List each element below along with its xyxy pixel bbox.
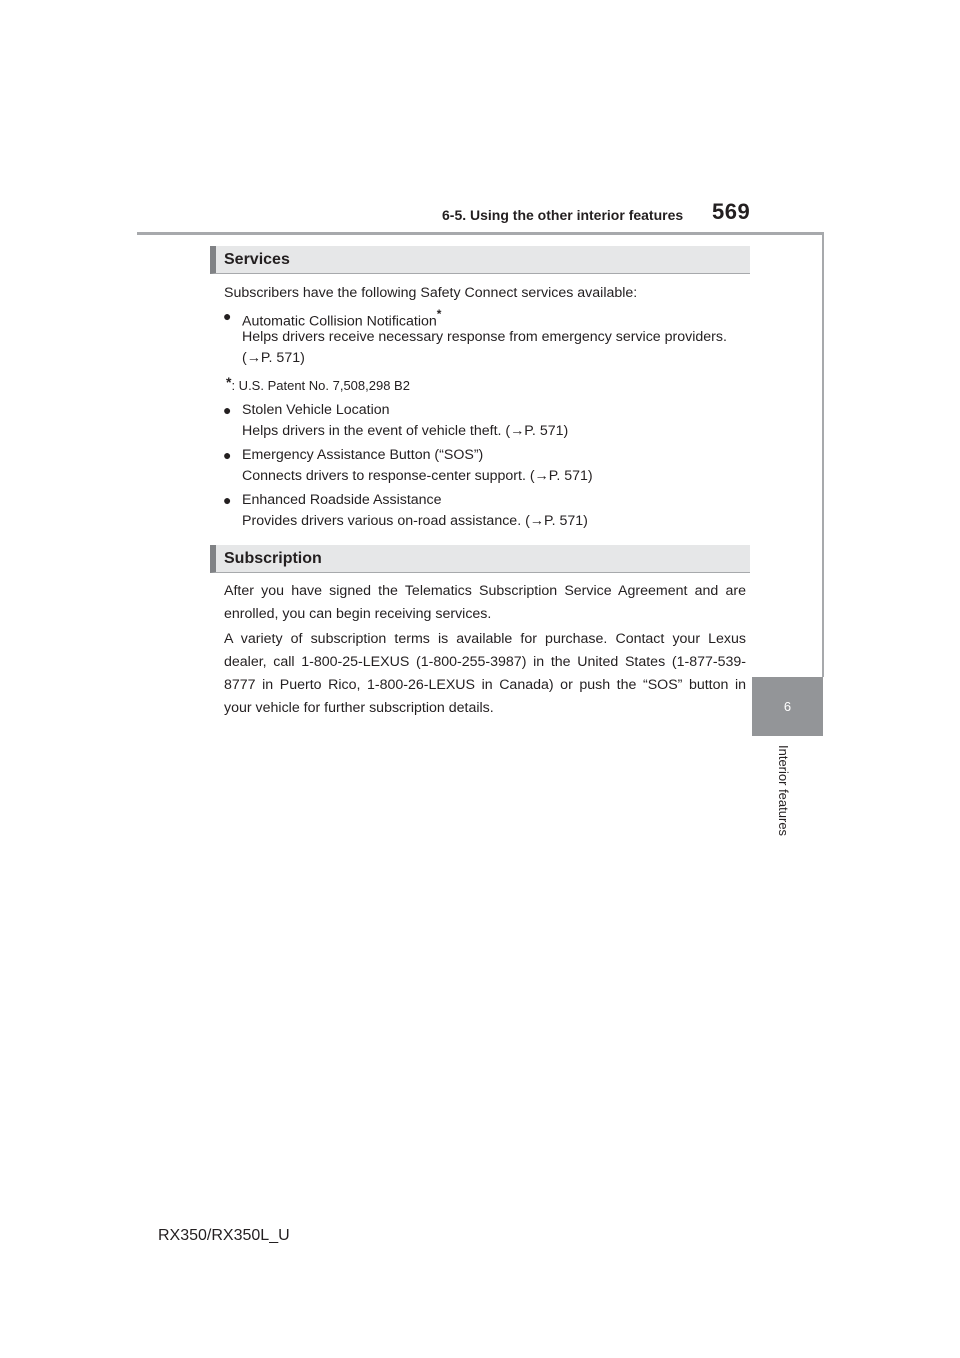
service-item-desc: Connects drivers to response-center support. (→P. 571) [242, 468, 593, 484]
service-item-desc: Helps drivers receive necessary response from emergency service providers. [242, 329, 727, 345]
services-heading [210, 246, 750, 274]
services-heading-text: Services [224, 250, 290, 268]
chapter-title: Interior features [776, 745, 791, 837]
service-item-desc: Provides drivers various on-road assistance. (→P. 571) [242, 513, 588, 529]
service-item-desc-cont: (→P. 571) [242, 350, 305, 366]
bullet-icon: ● [223, 402, 232, 418]
bullet-icon: ● [223, 492, 232, 508]
running-header-title: 6-5. Using the other interior features [442, 207, 684, 223]
side-divider [822, 232, 824, 677]
model-code-footer: RX350/RX350L_U [158, 1227, 290, 1244]
header-divider [137, 232, 823, 235]
bullet-icon: ● [223, 308, 232, 324]
service-item-title: Emergency Assistance Button (“SOS”) [242, 447, 484, 463]
service-item-desc: Helps drivers in the event of vehicle theft. (→P. 571) [242, 423, 569, 439]
service-item-title-text: Automatic Collision Notification [242, 313, 437, 330]
services-intro: Subscribers have the following Safety Connect services available: [224, 285, 638, 301]
service-item-title: Enhanced Roadside Assistance [242, 492, 442, 508]
subscription-heading-text: Subscription [224, 549, 322, 567]
subscription-paragraph-1: After you have signed the Telematics Subscription Service Agreement and are enrolled, you can begin receiving services. [224, 583, 746, 622]
page-number: 569 [712, 199, 751, 224]
service-item-title: Stolen Vehicle Location [242, 402, 390, 418]
footnote [226, 375, 410, 396]
subscription-paragraph-2: A variety of subscription terms is available for purchase. Contact your Lexus dealer, call 1-800-25-LEXUS (1-800-255-3987) in the United States (1-877-539-8777 in Puerto Rico, 1-800-26-LEXUS in Canada) or push the “SOS” button in your vehicle for further subscription details. [224, 631, 746, 716]
footnote-text: : U.S. Patent No. 7,508,298 B2 [231, 378, 410, 393]
asterisk-marker: * [436, 307, 442, 321]
chapter-tab [752, 677, 823, 736]
chapter-number: 6 [783, 699, 792, 714]
subscription-heading [210, 545, 750, 573]
bullet-icon: ● [223, 447, 232, 463]
footnote-marker: * [226, 374, 232, 390]
